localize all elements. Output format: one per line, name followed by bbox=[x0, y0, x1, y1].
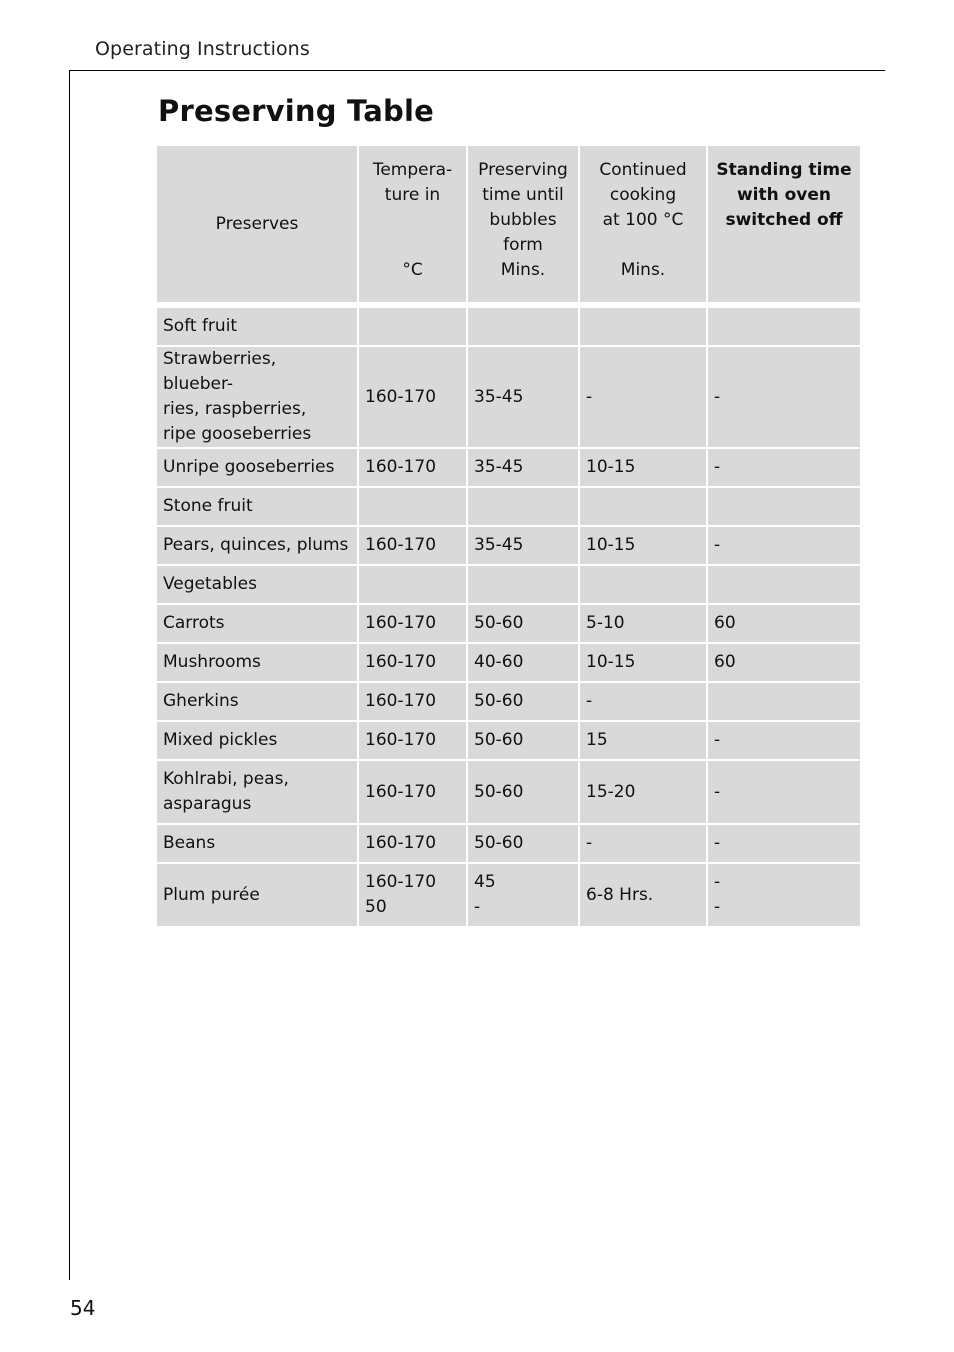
table-cell bbox=[468, 566, 580, 605]
standing-time-cell bbox=[708, 864, 860, 928]
preserve-name: Carrots bbox=[157, 605, 359, 644]
temperature-cell: 160-170 bbox=[359, 644, 468, 683]
header-line: at 100 °C bbox=[602, 210, 684, 230]
cell-line: - bbox=[714, 872, 721, 892]
cell-line: 160-170 bbox=[365, 872, 437, 892]
table-cell bbox=[468, 308, 580, 347]
preserving-time-cell bbox=[468, 864, 580, 928]
preserving-time-cell: 50-60 bbox=[468, 825, 580, 864]
table-cell bbox=[580, 566, 708, 605]
column-header-temperature bbox=[359, 146, 468, 308]
continued-cooking-cell: 10-15 bbox=[580, 527, 708, 566]
standing-time-cell: - bbox=[708, 449, 860, 488]
continued-cooking-cell: - bbox=[580, 825, 708, 864]
temperature-cell bbox=[359, 864, 468, 928]
header-line: bubbles bbox=[489, 210, 557, 230]
table-cell bbox=[359, 308, 468, 347]
table-row bbox=[157, 449, 860, 488]
cell-line: 45 bbox=[474, 872, 496, 892]
standing-time-cell bbox=[708, 683, 860, 722]
standing-time-cell: - bbox=[708, 722, 860, 761]
cell-line: ripe gooseberries bbox=[163, 424, 312, 444]
continued-cooking-cell: - bbox=[580, 347, 708, 449]
table-cell bbox=[708, 308, 860, 347]
margin-rule bbox=[69, 70, 70, 1280]
category-label: Vegetables bbox=[157, 566, 359, 605]
header-line: Mins. bbox=[500, 260, 546, 280]
table-row bbox=[157, 644, 860, 683]
standing-time-cell: 60 bbox=[708, 644, 860, 683]
cell-line: - bbox=[714, 897, 721, 917]
table-row bbox=[157, 825, 860, 864]
table-cell bbox=[468, 488, 580, 527]
cell-line: ries, raspberries, bbox=[163, 399, 307, 419]
cell-line: Strawberries, blueber- bbox=[163, 349, 277, 394]
preserving-table bbox=[157, 146, 860, 928]
temperature-cell: 160-170 bbox=[359, 449, 468, 488]
header-line: with oven bbox=[736, 185, 832, 205]
table-cell bbox=[708, 566, 860, 605]
table-cell bbox=[359, 488, 468, 527]
continued-cooking-cell: 15-20 bbox=[580, 761, 708, 825]
header-line: Preserving bbox=[478, 160, 568, 180]
preserve-name bbox=[157, 347, 359, 449]
column-header-preserving-time bbox=[468, 146, 580, 308]
header-line: cooking bbox=[609, 185, 677, 205]
table-row bbox=[157, 527, 860, 566]
header-spacer bbox=[584, 233, 702, 258]
header-spacer bbox=[363, 208, 462, 233]
column-header-preserves: Preserves bbox=[157, 146, 359, 308]
preserving-time-cell: 35-45 bbox=[468, 527, 580, 566]
standing-time-cell: 60 bbox=[708, 605, 860, 644]
temperature-cell: 160-170 bbox=[359, 825, 468, 864]
cell-line: 50 bbox=[365, 897, 387, 917]
table-row bbox=[157, 683, 860, 722]
table-row bbox=[157, 761, 860, 825]
header-line: °C bbox=[402, 260, 423, 280]
running-header: Operating Instructions bbox=[95, 38, 310, 60]
header-line: form bbox=[503, 235, 543, 255]
preserve-name: Gherkins bbox=[157, 683, 359, 722]
table-cell bbox=[359, 566, 468, 605]
continued-cooking-cell: 15 bbox=[580, 722, 708, 761]
preserving-time-cell: 50-60 bbox=[468, 683, 580, 722]
cell-line: asparagus bbox=[163, 794, 252, 814]
category-row bbox=[157, 566, 860, 605]
preserve-name: Unripe gooseberries bbox=[157, 449, 359, 488]
continued-cooking-cell: 5-10 bbox=[580, 605, 708, 644]
preserving-time-cell: 40-60 bbox=[468, 644, 580, 683]
preserve-name: Mushrooms bbox=[157, 644, 359, 683]
category-label: Stone fruit bbox=[157, 488, 359, 527]
table-row bbox=[157, 722, 860, 761]
temperature-cell: 160-170 bbox=[359, 527, 468, 566]
page-title: Preserving Table bbox=[158, 94, 434, 128]
category-row bbox=[157, 488, 860, 527]
preserving-time-cell: 50-60 bbox=[468, 605, 580, 644]
standing-time-cell: - bbox=[708, 347, 860, 449]
temperature-cell: 160-170 bbox=[359, 761, 468, 825]
table-row bbox=[157, 347, 860, 449]
standing-time-cell: - bbox=[708, 527, 860, 566]
header-line: switched off bbox=[725, 210, 843, 230]
category-row bbox=[157, 308, 860, 347]
continued-cooking-cell: 6-8 Hrs. bbox=[580, 864, 708, 928]
temperature-cell: 160-170 bbox=[359, 683, 468, 722]
header-line: Tempera- bbox=[372, 160, 453, 180]
header-spacer bbox=[363, 233, 462, 258]
cell-line: Kohlrabi, peas, bbox=[163, 769, 289, 789]
header-line: Continued bbox=[599, 160, 687, 180]
continued-cooking-cell: 10-15 bbox=[580, 644, 708, 683]
preserve-name: Plum purée bbox=[157, 864, 359, 928]
column-header-standing-time bbox=[708, 146, 860, 308]
table-cell bbox=[580, 488, 708, 527]
table-cell bbox=[708, 488, 860, 527]
page-number: 54 bbox=[70, 1296, 96, 1320]
header-line: Standing time bbox=[716, 160, 852, 180]
preserve-name: Mixed pickles bbox=[157, 722, 359, 761]
standing-time-cell: - bbox=[708, 825, 860, 864]
table-row bbox=[157, 864, 860, 928]
preserve-name bbox=[157, 761, 359, 825]
category-label: Soft fruit bbox=[157, 308, 359, 347]
preserve-name: Pears, quinces, plums bbox=[157, 527, 359, 566]
table-row bbox=[157, 605, 860, 644]
preserving-time-cell: 35-45 bbox=[468, 347, 580, 449]
temperature-cell: 160-170 bbox=[359, 347, 468, 449]
preserve-name: Beans bbox=[157, 825, 359, 864]
header-rule bbox=[69, 70, 885, 71]
column-header-continued-cooking bbox=[580, 146, 708, 308]
preserving-time-cell: 50-60 bbox=[468, 722, 580, 761]
table-cell bbox=[580, 308, 708, 347]
preserving-time-cell: 35-45 bbox=[468, 449, 580, 488]
continued-cooking-cell: - bbox=[580, 683, 708, 722]
header-line: time until bbox=[482, 185, 564, 205]
preserving-time-cell: 50-60 bbox=[468, 761, 580, 825]
cell-line: - bbox=[474, 897, 481, 917]
temperature-cell: 160-170 bbox=[359, 722, 468, 761]
temperature-cell: 160-170 bbox=[359, 605, 468, 644]
standing-time-cell: - bbox=[708, 761, 860, 825]
table-header-row bbox=[157, 146, 860, 308]
header-line: Mins. bbox=[620, 260, 666, 280]
continued-cooking-cell: 10-15 bbox=[580, 449, 708, 488]
header-line: ture in bbox=[384, 185, 441, 205]
